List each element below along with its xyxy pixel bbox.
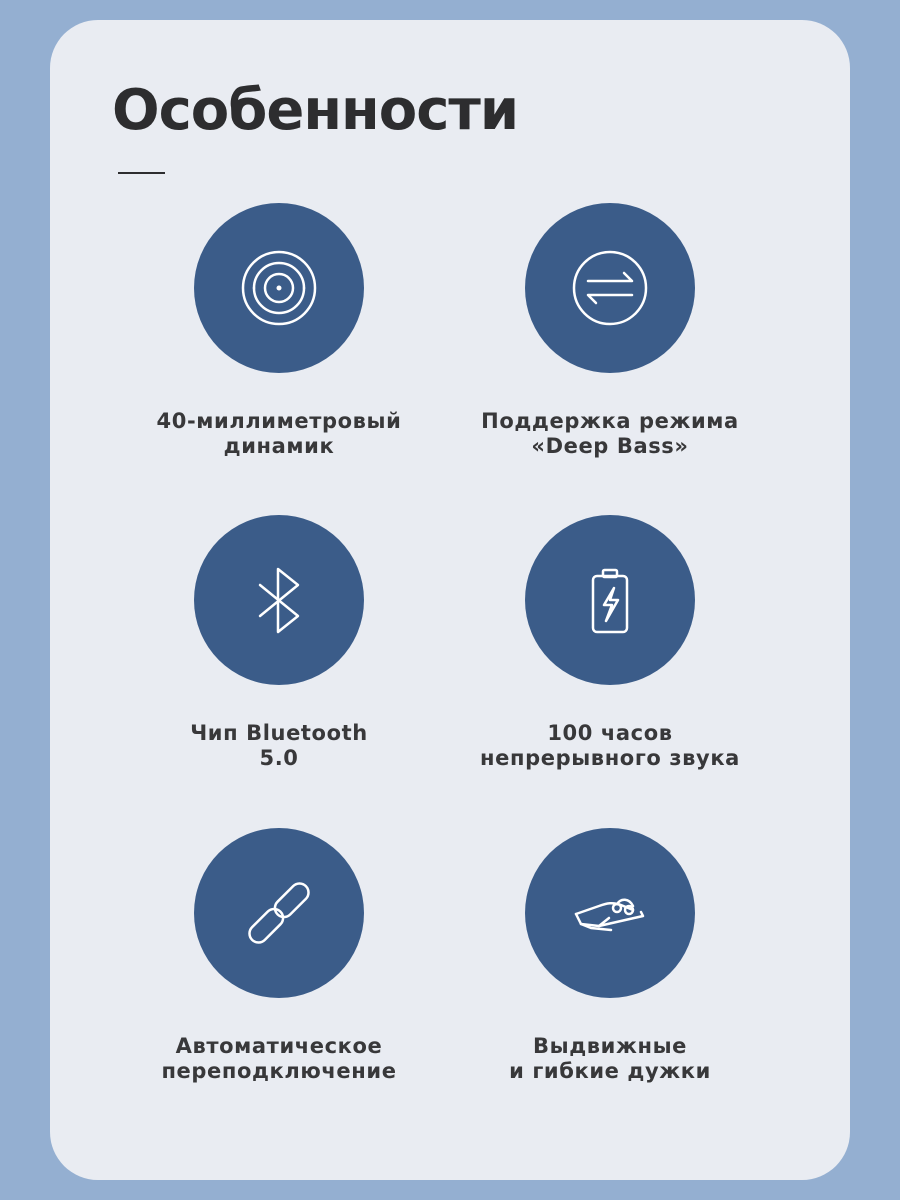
feature-label bbox=[445, 1034, 775, 1084]
battery-charging-icon bbox=[525, 515, 695, 685]
feature-label-line1: Автоматическое bbox=[175, 1034, 383, 1058]
feature-label-line1: Выдвижные bbox=[533, 1034, 687, 1058]
feature-icon-circle bbox=[194, 515, 364, 685]
feature-icon-circle bbox=[525, 515, 695, 685]
bluetooth-icon bbox=[194, 515, 364, 685]
exchange-arrows-icon bbox=[525, 203, 695, 373]
title-underline bbox=[118, 172, 165, 174]
feature-icon-circle bbox=[525, 203, 695, 373]
feature-icon-circle bbox=[194, 828, 364, 998]
feature-label-line2: динамик bbox=[223, 434, 335, 458]
feature-label bbox=[114, 721, 444, 771]
feature-label-line2: переподключение bbox=[161, 1059, 397, 1083]
feature-label-line2: непрерывного звука bbox=[480, 746, 740, 770]
feature-label bbox=[114, 409, 444, 459]
hand-earbuds-icon bbox=[525, 828, 695, 998]
feature-label-line1: 40-миллиметровый bbox=[156, 409, 402, 433]
link-icon bbox=[194, 828, 364, 998]
page-title: Особенности bbox=[112, 78, 519, 143]
feature-label-line1: 100 часов bbox=[547, 721, 673, 745]
feature-label bbox=[114, 1034, 444, 1084]
feature-icon-circle bbox=[194, 203, 364, 373]
feature-label-line2: «Deep Bass» bbox=[531, 434, 689, 458]
speaker-driver-icon bbox=[194, 203, 364, 373]
feature-label-line1: Поддержка режима bbox=[481, 409, 739, 433]
feature-label-line2: 5.0 bbox=[259, 746, 299, 770]
features-card bbox=[50, 20, 850, 1180]
feature-label-line1: Чип Bluetooth bbox=[190, 721, 368, 745]
feature-label bbox=[445, 409, 775, 459]
feature-label bbox=[445, 721, 775, 771]
feature-label-line2: и гибкие дужки bbox=[509, 1059, 711, 1083]
feature-icon-circle bbox=[525, 828, 695, 998]
